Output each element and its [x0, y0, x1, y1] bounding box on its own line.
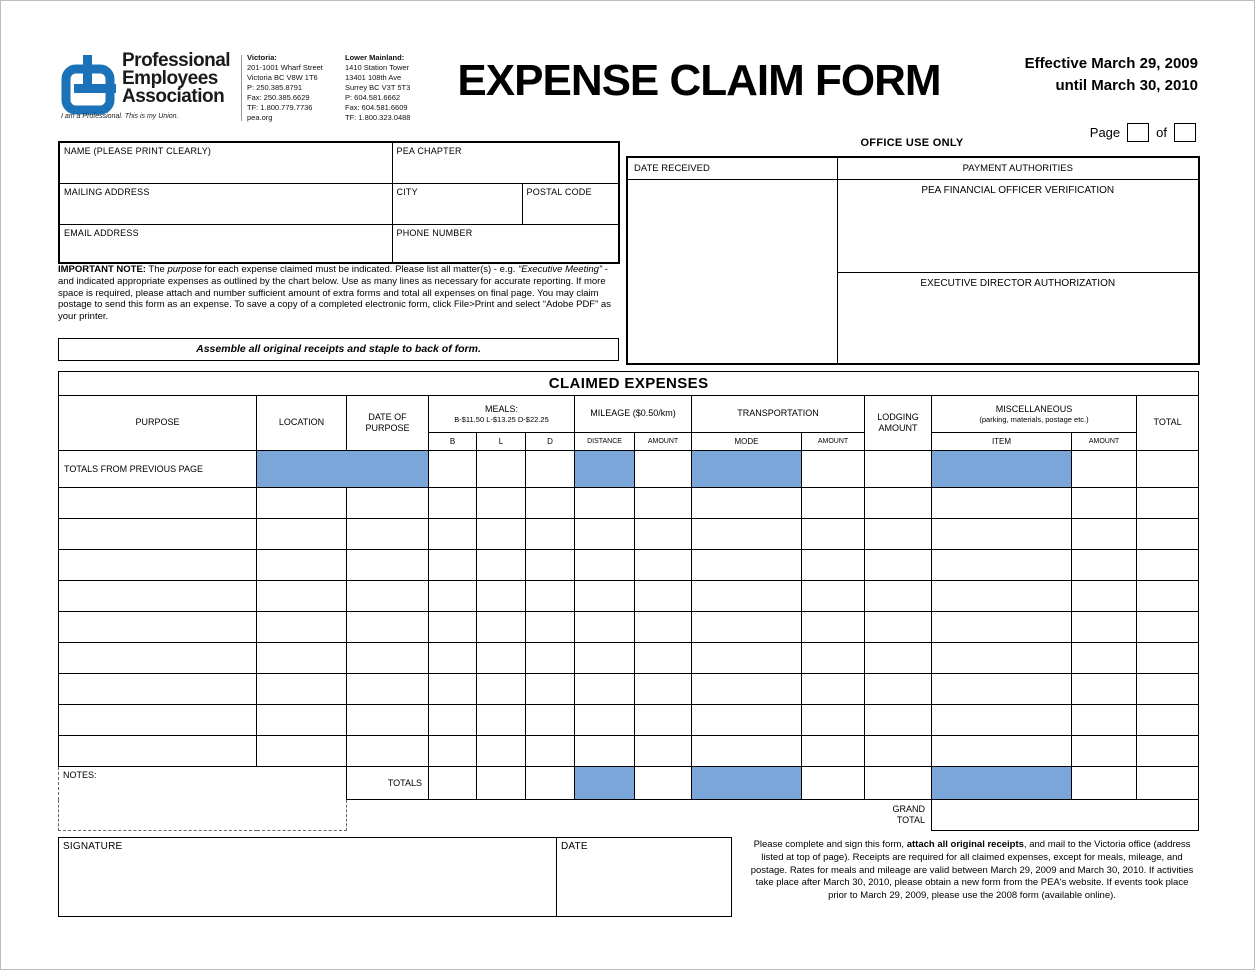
totals-meals-l-cell[interactable] — [477, 767, 526, 800]
expense-cell[interactable] — [932, 519, 1072, 550]
email-label: EMAIL ADDRESS — [64, 227, 139, 238]
expense-cell[interactable] — [429, 674, 477, 705]
expense-cell[interactable] — [477, 736, 526, 767]
expense-cell[interactable] — [257, 674, 347, 705]
expense-row-empty — [59, 612, 1199, 643]
expense-cell[interactable] — [429, 612, 477, 643]
date-field[interactable] — [557, 838, 732, 917]
expense-cell[interactable] — [429, 736, 477, 767]
expense-cell[interactable] — [257, 550, 347, 581]
payment-authorities-label: PAYMENT AUTHORITIES — [837, 157, 1199, 179]
expense-cell[interactable] — [802, 581, 865, 612]
expense-cell[interactable] — [1137, 488, 1199, 519]
expense-cell[interactable] — [932, 705, 1072, 736]
expense-cell[interactable] — [932, 550, 1072, 581]
expense-cell[interactable] — [575, 674, 635, 705]
expense-cell[interactable] — [526, 736, 575, 767]
mailing-instructions-text: Please complete and sign this form, — [753, 839, 907, 850]
expense-cell[interactable] — [635, 488, 692, 519]
org-name-line: Employees — [122, 68, 218, 89]
prev-mileage-amount-cell[interactable] — [635, 451, 692, 488]
meals-rates: B-$11.50 L-$13.25 D-$22.25 — [454, 414, 549, 424]
expense-cell[interactable] — [635, 581, 692, 612]
mailing-instructions-bold: attach all original receipts — [906, 839, 1024, 850]
mailing-address-label: MAILING ADDRESS — [64, 186, 150, 197]
expense-cell[interactable] — [635, 736, 692, 767]
lower-mainland-phone: P: 604.581.6662 — [345, 93, 401, 102]
expense-cell[interactable] — [1137, 581, 1199, 612]
grand-total-label-line: GRAND — [892, 804, 925, 814]
expense-row-empty — [59, 519, 1199, 550]
expense-cell[interactable] — [59, 643, 257, 674]
prev-location-date-shaded-cell — [257, 451, 429, 488]
important-note-text: The — [145, 264, 168, 275]
totals-transportation-amount-cell[interactable] — [802, 767, 865, 800]
expense-cell[interactable] — [575, 643, 635, 674]
expense-cell[interactable] — [347, 674, 429, 705]
expense-cell[interactable] — [932, 674, 1072, 705]
signature-table — [58, 837, 732, 917]
email-field[interactable] — [59, 224, 392, 263]
postal-code-field[interactable] — [522, 183, 619, 224]
totals-mode-shaded-cell — [692, 767, 802, 800]
expense-cell[interactable] — [802, 736, 865, 767]
subcol-distance: DISTANCE — [575, 433, 635, 451]
totals-total-cell[interactable] — [1137, 767, 1199, 800]
pea-chapter-label: PEA CHAPTER — [396, 146, 462, 156]
expense-cell[interactable] — [526, 581, 575, 612]
office-use-header-row — [627, 157, 1199, 179]
expense-cell[interactable] — [575, 550, 635, 581]
phone-label: PHONE NUMBER — [396, 227, 473, 238]
expense-cell[interactable] — [575, 519, 635, 550]
claimed-expenses-title: CLAIMED EXPENSES — [59, 372, 1199, 396]
col-header-location: LOCATION — [257, 396, 347, 451]
subcol-mode: MODE — [692, 433, 802, 451]
expense-cell[interactable] — [526, 705, 575, 736]
subcol-mileage-amount: AMOUNT — [635, 433, 692, 451]
expense-cell[interactable] — [802, 550, 865, 581]
prev-meals-b-cell[interactable] — [429, 451, 477, 488]
totals-item-shaded-cell — [932, 767, 1072, 800]
financial-officer-field[interactable] — [837, 179, 1199, 272]
signature-row — [59, 838, 732, 917]
expense-cell[interactable] — [477, 550, 526, 581]
page-label: Page — [1089, 125, 1121, 140]
col-header-total: TOTAL — [1137, 396, 1199, 451]
expense-cell[interactable] — [429, 643, 477, 674]
misc-header-detail: (parking, materials, postage etc.) — [979, 414, 1089, 424]
totals-row — [59, 767, 1199, 800]
expense-cell[interactable] — [692, 643, 802, 674]
grand-total-cell[interactable] — [932, 800, 1199, 831]
notes-area[interactable] — [59, 767, 347, 831]
expense-cell[interactable] — [865, 550, 932, 581]
expense-cell[interactable] — [477, 519, 526, 550]
expense-cell[interactable] — [1072, 705, 1137, 736]
misc-header-line: MISCELLANEOUS — [995, 403, 1073, 414]
prev-transportation-amount-cell[interactable] — [802, 451, 865, 488]
expense-cell[interactable] — [692, 674, 802, 705]
contact-row — [59, 142, 619, 183]
col-header-miscellaneous — [932, 396, 1137, 433]
expense-cell[interactable] — [865, 736, 932, 767]
expense-header-row — [59, 396, 1199, 433]
expense-cell[interactable] — [526, 488, 575, 519]
totals-meals-b-cell[interactable] — [429, 767, 477, 800]
expense-cell[interactable] — [692, 550, 802, 581]
prev-total-cell[interactable] — [1137, 451, 1199, 488]
expense-cell[interactable] — [635, 550, 692, 581]
expense-cell[interactable] — [575, 488, 635, 519]
lower-mainland-tollfree: TF: 1.800.323.0488 — [345, 113, 411, 122]
expense-cell[interactable] — [347, 612, 429, 643]
office-use-row — [627, 179, 1199, 272]
expense-cell[interactable] — [1137, 705, 1199, 736]
victoria-website: pea.org — [247, 113, 273, 122]
expense-cell[interactable] — [59, 581, 257, 612]
important-note-label: IMPORTANT NOTE: — [58, 264, 146, 275]
expense-cell[interactable] — [1072, 674, 1137, 705]
org-name-line: Professional — [122, 50, 231, 71]
expense-row-empty — [59, 736, 1199, 767]
expense-cell[interactable] — [59, 550, 257, 581]
expense-cell[interactable] — [347, 550, 429, 581]
totals-mileage-amount-cell[interactable] — [635, 767, 692, 800]
expense-cell[interactable] — [59, 519, 257, 550]
expense-cell[interactable] — [635, 674, 692, 705]
mailing-instructions-text: , and mail to the Victoria office (address listed at top of page). Receipts are required for all claimed expenses, except for meals, mileage, and postage. Rates for meals and mileage are valid between March 29, 2009 and March 30, 2010. If activities take place after March 30, 2010, please obtain a new form from the PEA's website. If events took place prior to March 29, 2009, please use the 2008 form (available online). — [750, 839, 1194, 902]
expense-cell[interactable] — [59, 488, 257, 519]
expense-cell[interactable] — [347, 519, 429, 550]
expense-cell[interactable] — [477, 581, 526, 612]
date-received-field[interactable] — [627, 179, 837, 364]
postal-code-label: POSTAL CODE — [526, 186, 592, 197]
expense-cell[interactable] — [932, 612, 1072, 643]
expense-cell[interactable] — [257, 581, 347, 612]
victoria-address-line: Victoria BC V8W 1T6 — [247, 73, 318, 82]
expense-cell[interactable] — [1137, 674, 1199, 705]
expense-cell[interactable] — [575, 705, 635, 736]
expense-cell[interactable] — [932, 736, 1072, 767]
org-name — [122, 52, 244, 106]
assemble-receipts-note: Assemble all original receipts and staple to back of form. — [58, 338, 619, 361]
totals-distance-shaded-cell — [575, 767, 635, 800]
lodging-header-line: LODGING — [877, 411, 919, 422]
expense-cell[interactable] — [802, 488, 865, 519]
org-tagline: I am a Professional. This is my Union. — [61, 113, 179, 120]
subcol-dinner: D — [526, 433, 575, 451]
expense-cell[interactable] — [635, 612, 692, 643]
phone-field[interactable] — [392, 224, 619, 263]
city-label: CITY — [396, 186, 418, 197]
expense-cell[interactable] — [802, 674, 865, 705]
prev-meals-l-cell[interactable] — [477, 451, 526, 488]
expense-cell[interactable] — [865, 488, 932, 519]
effective-line: until March 30, 2010 — [1055, 76, 1198, 94]
victoria-tollfree: TF: 1.800.779.7736 — [247, 103, 313, 112]
lodging-header-line: AMOUNT — [878, 423, 918, 433]
totals-meals-d-cell[interactable] — [526, 767, 575, 800]
expense-cell[interactable] — [802, 705, 865, 736]
expense-cell[interactable] — [59, 736, 257, 767]
expense-cell[interactable] — [257, 488, 347, 519]
important-note-text: - and indicated appropriate expenses as outlined by the chart below. Use as many lines as necessary for accurate reporting. If more space is required, please attach and number sufficient amount of extra forms and total all expenses on final page. You may claim postage to send this form as an expense. To save a copy of a completed electronic form, click File>Print and select “Adobe PDF” as your printer. — [58, 264, 611, 323]
notes-label: NOTES: — [63, 770, 97, 780]
expense-cell[interactable] — [1072, 581, 1137, 612]
subcol-transportation-amount: AMOUNT — [802, 433, 865, 451]
expense-cell[interactable] — [429, 550, 477, 581]
prev-mode-shaded-cell — [692, 451, 802, 488]
expense-cell[interactable] — [932, 643, 1072, 674]
expense-cell[interactable] — [347, 488, 429, 519]
expense-cell[interactable] — [1072, 643, 1137, 674]
expense-cell[interactable] — [692, 519, 802, 550]
expense-cell[interactable] — [477, 643, 526, 674]
expense-cell[interactable] — [257, 612, 347, 643]
pea-chapter-field[interactable] — [392, 142, 619, 183]
lower-mainland-address-line: Surrey BC V3T 5T3 — [345, 83, 411, 92]
totals-label: TOTALS — [347, 767, 429, 800]
grand-total-label — [865, 800, 932, 831]
expense-cell[interactable] — [1137, 550, 1199, 581]
expense-cell[interactable] — [575, 736, 635, 767]
expense-cell[interactable] — [932, 581, 1072, 612]
pea-logo-icon — [58, 55, 118, 117]
expense-cell[interactable] — [865, 705, 932, 736]
subcol-breakfast: B — [429, 433, 477, 451]
expense-row-empty — [59, 550, 1199, 581]
prev-misc-amount-cell[interactable] — [1072, 451, 1137, 488]
victoria-address-line: 201-1001 Wharf Street — [247, 63, 323, 72]
meals-header-line: MEALS: — [484, 403, 518, 414]
expense-cell[interactable] — [59, 612, 257, 643]
expense-cell[interactable] — [635, 643, 692, 674]
expense-row-empty — [59, 581, 1199, 612]
contact-table — [58, 141, 620, 264]
important-note — [58, 264, 619, 323]
expense-cell[interactable] — [477, 705, 526, 736]
grand-total-label-line: TOTAL — [896, 815, 925, 826]
expense-cell[interactable] — [257, 519, 347, 550]
victoria-label: Victoria: — [247, 53, 277, 62]
expense-cell[interactable] — [692, 581, 802, 612]
expense-cell[interactable] — [1072, 519, 1137, 550]
grand-row-spacer — [347, 800, 865, 831]
expense-cell[interactable] — [477, 674, 526, 705]
contact-row — [59, 224, 619, 263]
executive-director-label: EXECUTIVE DIRECTOR AUTHORIZATION — [920, 277, 1116, 289]
expense-cell[interactable] — [347, 736, 429, 767]
subcol-misc-amount: AMOUNT — [1072, 433, 1137, 451]
expense-cell[interactable] — [526, 612, 575, 643]
expense-cell[interactable] — [1137, 612, 1199, 643]
col-header-purpose: PURPOSE — [59, 396, 257, 451]
victoria-address-block — [247, 53, 342, 123]
name-field[interactable] — [59, 142, 392, 183]
expense-cell[interactable] — [802, 519, 865, 550]
expense-cell[interactable] — [257, 736, 347, 767]
col-header-date-of-purpose: DATE OF PURPOSE — [347, 396, 429, 451]
lower-mainland-address-line: 13401 108th Ave — [345, 73, 402, 82]
expense-row-empty — [59, 488, 1199, 519]
executive-director-field[interactable] — [837, 272, 1199, 364]
expense-cell[interactable] — [526, 674, 575, 705]
totals-previous-page-label: TOTALS FROM PREVIOUS PAGE — [59, 451, 257, 488]
expense-cell[interactable] — [526, 643, 575, 674]
expense-cell[interactable] — [1137, 643, 1199, 674]
form-title: EXPENSE CLAIM FORM — [457, 56, 941, 105]
expense-cell[interactable] — [865, 519, 932, 550]
signature-field[interactable] — [59, 838, 557, 917]
signature-label: SIGNATURE — [63, 841, 123, 852]
lower-mainland-address-line: 1410 Station Tower — [345, 63, 410, 72]
victoria-phone: P: 250.385.8791 — [247, 83, 303, 92]
prev-item-shaded-cell — [932, 451, 1072, 488]
expense-cell[interactable] — [1072, 550, 1137, 581]
expense-cell[interactable] — [932, 488, 1072, 519]
name-label: NAME (PLEASE PRINT CLEARLY) — [64, 146, 212, 156]
col-header-mileage: MILEAGE ($0.50/km) — [575, 396, 692, 433]
prev-meals-d-cell[interactable] — [526, 451, 575, 488]
contact-row — [59, 183, 619, 224]
effective-line: Effective March 29, 2009 — [1024, 55, 1198, 72]
col-header-lodging — [865, 396, 932, 451]
city-field[interactable] — [392, 183, 522, 224]
expense-cell[interactable] — [1137, 519, 1199, 550]
expense-cell[interactable] — [257, 705, 347, 736]
victoria-fax: Fax: 250.385.6629 — [247, 93, 310, 102]
prev-distance-shaded-cell — [575, 451, 635, 488]
expense-cell[interactable] — [692, 612, 802, 643]
important-note-text: “Executive Meeting” — [518, 264, 603, 275]
date-label: DATE — [561, 841, 588, 852]
expense-row-empty — [59, 674, 1199, 705]
lower-mainland-fax: Fax: 604.581.6609 — [345, 103, 408, 112]
claimed-expenses-title-row — [59, 372, 1199, 396]
prev-lodging-cell[interactable] — [865, 451, 932, 488]
expense-cell[interactable] — [59, 674, 257, 705]
expense-cell[interactable] — [477, 488, 526, 519]
lower-mainland-label: Lower Mainland: — [345, 53, 405, 62]
mailing-instructions — [745, 839, 1199, 903]
expense-cell[interactable] — [347, 705, 429, 736]
expense-cell[interactable] — [347, 643, 429, 674]
expense-cell[interactable] — [1072, 612, 1137, 643]
expense-cell[interactable] — [865, 612, 932, 643]
of-label: of — [1156, 125, 1167, 140]
expense-cell[interactable] — [635, 705, 692, 736]
expense-cell[interactable] — [1072, 736, 1137, 767]
subcol-lunch: L — [477, 433, 526, 451]
col-header-meals — [429, 396, 575, 433]
office-use-only-title: OFFICE USE ONLY — [860, 137, 964, 149]
office-use-table — [626, 156, 1200, 365]
expense-cell[interactable] — [635, 519, 692, 550]
expense-cell[interactable] — [802, 612, 865, 643]
financial-officer-label: PEA FINANCIAL OFFICER VERIFICATION — [921, 184, 1115, 196]
expense-cell[interactable] — [575, 612, 635, 643]
effective-dates — [986, 53, 1198, 97]
expense-cell[interactable] — [429, 519, 477, 550]
expense-cell[interactable] — [865, 643, 932, 674]
claimed-expenses-table — [58, 371, 1199, 831]
expense-row-empty — [59, 705, 1199, 736]
expense-cell[interactable] — [692, 705, 802, 736]
mailing-address-field[interactable] — [59, 183, 392, 224]
expense-cell[interactable] — [429, 488, 477, 519]
header-divider — [241, 55, 242, 121]
important-note-text: purpose — [167, 264, 202, 275]
expense-cell[interactable] — [477, 612, 526, 643]
expense-cell[interactable] — [257, 643, 347, 674]
expense-cell[interactable] — [347, 581, 429, 612]
totals-previous-page-row — [59, 451, 1199, 488]
expense-row-empty — [59, 643, 1199, 674]
totals-misc-amount-cell[interactable] — [1072, 767, 1137, 800]
date-received-label: DATE RECEIVED — [627, 157, 837, 179]
important-note-text: for each expense claimed must be indicated. Please list all matter(s) - e.g. — [201, 264, 519, 275]
expense-cell[interactable] — [865, 581, 932, 612]
subcol-item: ITEM — [932, 433, 1072, 451]
totals-lodging-cell[interactable] — [865, 767, 932, 800]
org-name-line: Association — [122, 86, 225, 107]
expense-cell[interactable] — [802, 643, 865, 674]
expense-cell[interactable] — [692, 736, 802, 767]
expense-cell[interactable] — [429, 581, 477, 612]
expense-cell[interactable] — [865, 674, 932, 705]
expense-cell[interactable] — [1137, 736, 1199, 767]
expense-cell[interactable] — [526, 550, 575, 581]
expense-cell[interactable] — [1072, 488, 1137, 519]
expense-cell[interactable] — [526, 519, 575, 550]
expense-cell[interactable] — [575, 581, 635, 612]
expense-cell[interactable] — [692, 488, 802, 519]
expense-cell[interactable] — [59, 705, 257, 736]
expense-cell[interactable] — [429, 705, 477, 736]
col-header-transportation: TRANSPORTATION — [692, 396, 865, 433]
